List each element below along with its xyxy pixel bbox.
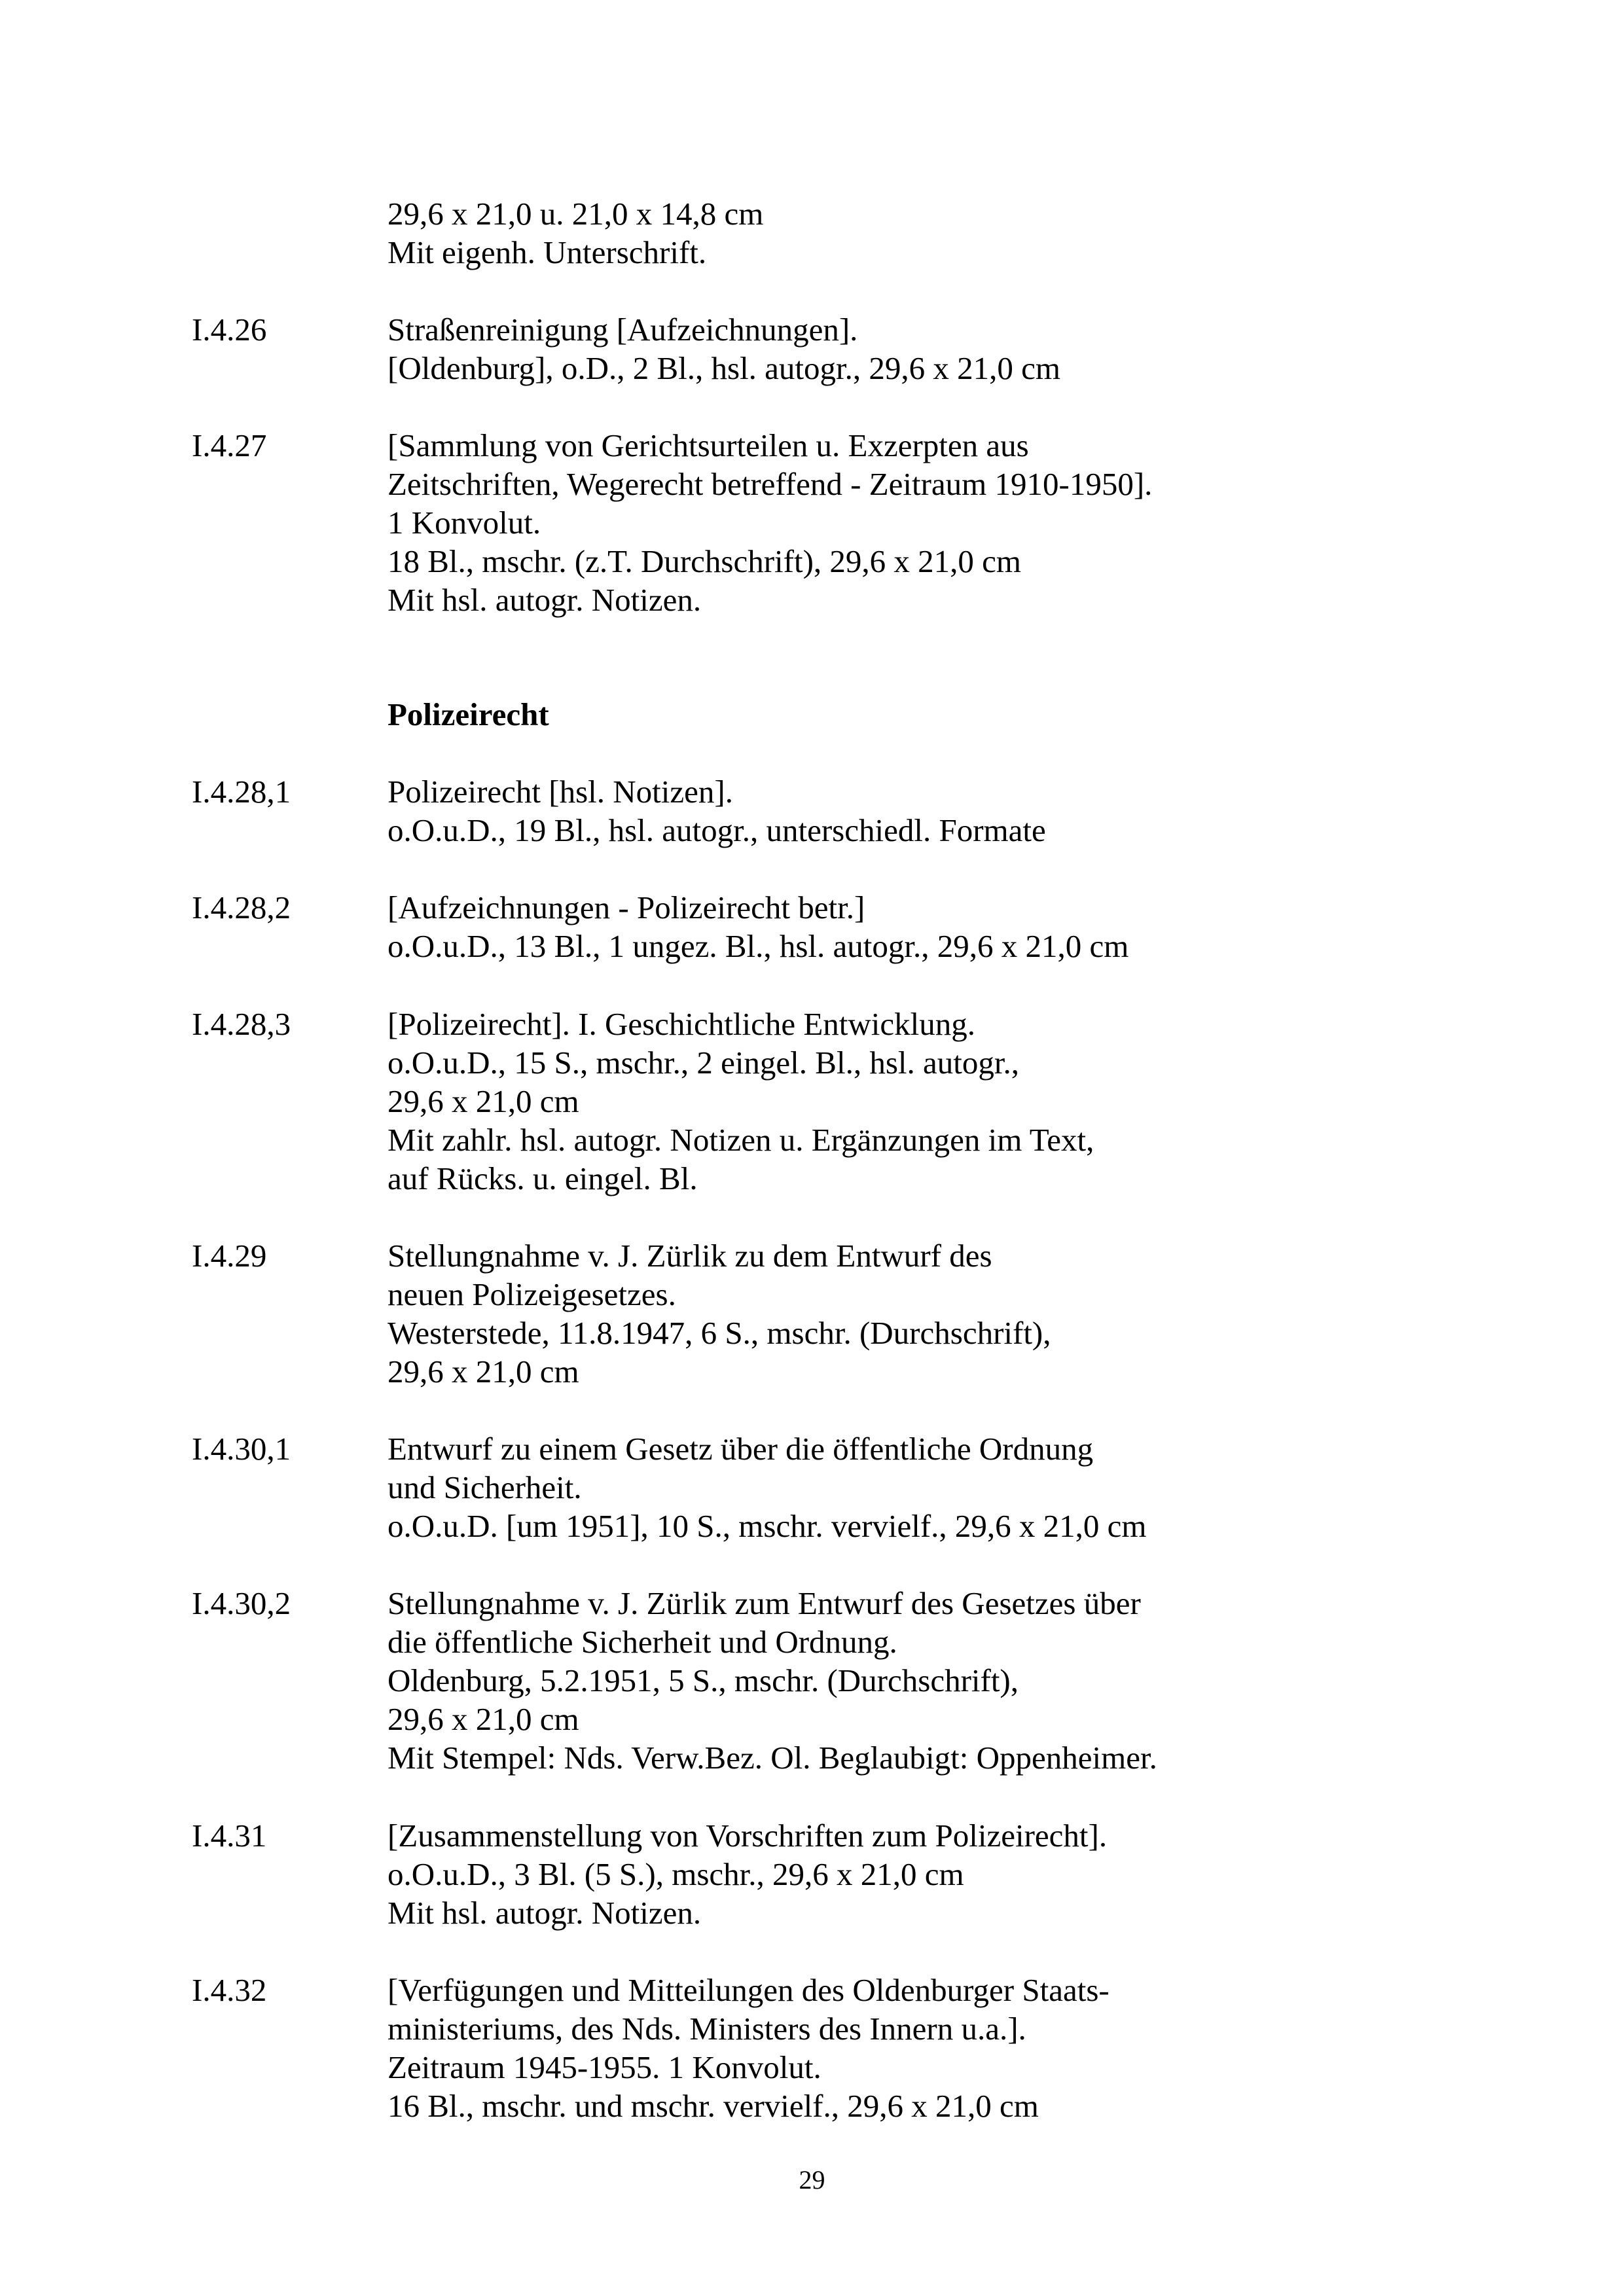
catalog-entry: [0, 1584, 1624, 1776]
entry-line: neuen Polizeigesetzes.: [388, 1276, 676, 1312]
entry-line: auf Rücks. u. eingel. Bl.: [388, 1160, 698, 1196]
entry-line: [Oldenburg], o.D., 2 Bl., hsl. autogr., 29,6 x 21,0 cm: [388, 350, 1061, 386]
entry-line: Straßenreinigung [Aufzeichnungen].: [388, 312, 858, 348]
entry-line: [Verfügungen und Mitteilungen des Oldenburger Staats-: [388, 1972, 1110, 2008]
entry-line: Entwurf zu einem Gesetz über die öffentliche Ordnung: [388, 1431, 1094, 1467]
catalog-entry: [0, 1971, 1624, 2124]
entry-line: Oldenburg, 5.2.1951, 5 S., mschr. (Durchschrift),: [388, 1662, 1019, 1698]
entry-id: I.4.30,2: [192, 1585, 291, 1621]
page-number: 29: [799, 2165, 825, 2195]
entry-line: Stellungnahme v. J. Zürlik zum Entwurf des Gesetzes über: [388, 1585, 1141, 1621]
continuation-block: [388, 194, 1500, 272]
entry-line: Westerstede, 11.8.1947, 6 S., mschr. (Durchschrift),: [388, 1315, 1051, 1351]
entry-body: [388, 1584, 1157, 1777]
continuation-line: Mit eigenh. Unterschrift.: [388, 234, 707, 270]
section-heading: Polizeirecht: [388, 696, 549, 732]
entry-line: Zeitschriften, Wegerecht betreffend - Zeitraum 1910-1950].: [388, 466, 1153, 502]
entry-line: Polizeirecht [hsl. Notizen].: [388, 774, 733, 810]
entry-id: I.4.26: [192, 312, 267, 348]
entry-id: I.4.32: [192, 1972, 267, 2008]
entry-id: I.4.28,2: [192, 889, 291, 925]
entry-line: [Zusammenstellung von Vorschriften zum Polizeirecht].: [388, 1818, 1108, 1854]
entry-line: die öffentliche Sicherheit und Ordnung.: [388, 1624, 897, 1660]
entry-line: 29,6 x 21,0 cm: [388, 1354, 579, 1390]
entry-id: I.4.30,1: [192, 1431, 291, 1467]
entry-line: und Sicherheit.: [388, 1469, 582, 1505]
catalog-entry: [0, 1429, 1624, 1544]
entry-body: [388, 888, 1128, 965]
entry-line: Mit Stempel: Nds. Verw.Bez. Ol. Beglaubigt: Oppenheimer.: [388, 1740, 1157, 1776]
entry-line: 29,6 x 21,0 cm: [388, 1701, 579, 1737]
entry-line: Mit hsl. autogr. Notizen.: [388, 582, 702, 618]
continuation-line: 29,6 x 21,0 u. 21,0 x 14,8 cm: [388, 196, 764, 232]
entry-body: [388, 1816, 1107, 1932]
entry-line: Mit zahlr. hsl. autogr. Notizen u. Ergänzungen im Text,: [388, 1122, 1094, 1158]
entry-body: [388, 426, 1152, 619]
entry-id: I.4.28,1: [192, 774, 291, 810]
entry-body: [388, 310, 1060, 387]
entry-line: o.O.u.D., 13 Bl., 1 ungez. Bl., hsl. autogr., 29,6 x 21,0 cm: [388, 928, 1129, 964]
entry-line: o.O.u.D., 3 Bl. (5 S.), mschr., 29,6 x 21,0 cm: [388, 1856, 964, 1892]
entry-id: I.4.31: [192, 1818, 267, 1854]
entry-line: 1 Konvolut.: [388, 505, 541, 541]
entry-line: Stellungnahme v. J. Zürlik zu dem Entwurf des: [388, 1238, 992, 1274]
catalog-entry: [0, 310, 1624, 386]
entry-line: o.O.u.D., 15 S., mschr., 2 eingel. Bl., hsl. autogr.,: [388, 1045, 1019, 1081]
entry-line: 16 Bl., mschr. und mschr. vervielf., 29,6 x 21,0 cm: [388, 2088, 1039, 2124]
entry-line: Mit hsl. autogr. Notizen.: [388, 1895, 702, 1931]
entry-line: [Polizeirecht]. I. Geschichtliche Entwicklung.: [388, 1006, 976, 1042]
catalog-entry: [0, 426, 1624, 618]
entry-body: [388, 1005, 1094, 1198]
entry-line: Zeitraum 1945-1955. 1 Konvolut.: [388, 2049, 821, 2085]
catalog-entry: [0, 888, 1624, 964]
entry-line: 29,6 x 21,0 cm: [388, 1083, 579, 1119]
entry-body: [388, 772, 1046, 850]
entry-line: [Sammlung von Gerichtsurteilen u. Exzerpten aus: [388, 427, 1029, 463]
catalog-entry: [0, 772, 1624, 848]
entry-body: [388, 1971, 1110, 2125]
entry-body: [388, 1236, 1051, 1391]
entry-id: I.4.27: [192, 427, 267, 463]
entry-body: [388, 1429, 1147, 1545]
entry-line: [Aufzeichnungen - Polizeirecht betr.]: [388, 889, 865, 925]
entry-line: o.O.u.D. [um 1951], 10 S., mschr. vervielf., 29,6 x 21,0 cm: [388, 1508, 1147, 1544]
catalog-entry: [0, 1236, 1624, 1390]
entry-id: I.4.28,3: [192, 1006, 291, 1042]
entry-id: I.4.29: [192, 1238, 267, 1274]
catalog-entry: [0, 1816, 1624, 1931]
entry-line: 18 Bl., mschr. (z.T. Durchschrift), 29,6 x 21,0 cm: [388, 543, 1022, 579]
entry-line: o.O.u.D., 19 Bl., hsl. autogr., unterschiedl. Formate: [388, 812, 1046, 848]
entry-line: ministeriums, des Nds. Ministers des Innern u.a.].: [388, 2011, 1026, 2047]
catalog-entry: [0, 1005, 1624, 1196]
